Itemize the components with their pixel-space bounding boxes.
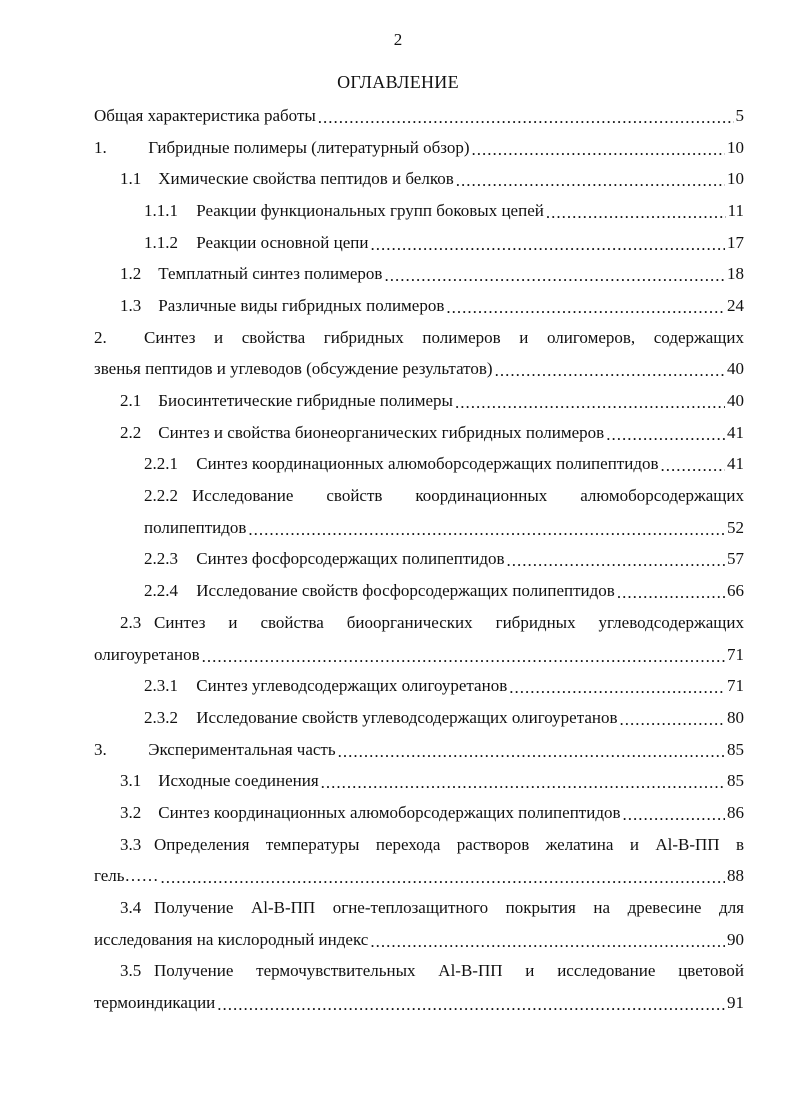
toc-entry[interactable] [94, 797, 744, 829]
toc-entry[interactable] [94, 417, 744, 449]
toc-entry-page: 86 [727, 802, 744, 822]
dot-leader [217, 995, 725, 1015]
toc-entry-line1[interactable] [94, 892, 744, 924]
dot-leader [161, 868, 725, 888]
toc-entry-page: 24 [727, 295, 744, 315]
toc-entry-page: 85 [727, 771, 744, 791]
toc-entry-page: 41 [727, 454, 744, 474]
dot-leader [456, 171, 725, 191]
dot-leader [370, 235, 725, 255]
page-number: 2 [393, 30, 403, 49]
toc-entry-page: 40 [727, 359, 744, 379]
toc-entry-line2[interactable] [94, 512, 744, 544]
toc-entry-title: Гибридные полимеры (литературный обзор) [148, 137, 470, 157]
dot-leader [384, 266, 725, 286]
toc-entry-title: Биосинтетические гибридные полимеры [158, 391, 453, 411]
toc-entry-page: 18 [727, 264, 744, 284]
toc-entry-page: 85 [727, 739, 744, 759]
toc-entry-number: 1.1.1 [144, 200, 178, 220]
toc-entry-page: 5 [735, 105, 744, 125]
toc-entry-page: 71 [727, 676, 744, 696]
dot-leader [495, 361, 725, 381]
toc-entry[interactable] [94, 544, 744, 576]
toc-entry-number: 2.2.1 [144, 454, 178, 474]
toc-entry[interactable] [94, 100, 744, 132]
toc-entry-line1[interactable] [94, 322, 744, 354]
toc-entry-line2[interactable] [94, 861, 744, 893]
dot-leader [321, 773, 725, 793]
toc-entry-number: 2.2 [120, 422, 142, 442]
toc-entry-number: 2.3 [120, 612, 142, 632]
toc-entry-title-cont: звенья пептидов и углеводов (обсуждение результатов) [94, 359, 493, 379]
toc-entry-number: 3.1 [120, 771, 142, 791]
dot-leader [318, 108, 734, 128]
toc-entry-number: 3.2 [120, 802, 142, 822]
toc-entry-title: Синтез координационных алюмоборсодержащих полипептидов [196, 454, 659, 474]
dot-leader [620, 710, 725, 730]
toc-entry-title: Реакции основной цепи [196, 232, 369, 252]
toc-entry-title: Получение Al-B-ПП огне-теплозащитного покрытия на древесине для [154, 898, 744, 918]
toc-entry[interactable] [94, 163, 744, 195]
toc-entry-number: 1.3 [120, 295, 142, 315]
toc-entry-title: Получение термочувствительных Al-B-ПП и исследование цветовой [154, 961, 744, 981]
toc-entry-number: 2.1 [120, 391, 142, 411]
dot-leader [202, 647, 725, 667]
toc-entry[interactable] [94, 290, 744, 322]
toc-entry-page: 88 [727, 866, 744, 886]
dot-leader [455, 393, 725, 413]
toc-entry-title: Синтез координационных алюмоборсодержащих полипептидов [158, 802, 621, 822]
toc-entry-page: 91 [727, 993, 744, 1013]
dot-leader [546, 203, 726, 223]
toc-entry[interactable] [94, 258, 744, 290]
toc-entry-page: 66 [727, 581, 744, 601]
toc-entry-title: Реакции функциональных групп боковых цепей [196, 200, 544, 220]
toc-entry-number: 1.2 [120, 264, 142, 284]
toc-entry[interactable] [94, 670, 744, 702]
toc-entry-page: 71 [727, 644, 744, 664]
toc-entry[interactable] [94, 765, 744, 797]
toc-entry-line2[interactable] [94, 639, 744, 671]
toc-entry-number: 3.5 [120, 961, 142, 981]
toc-entry-title: Общая характеристика работы [94, 105, 316, 125]
toc-entry[interactable] [94, 702, 744, 734]
toc-entry-line1[interactable] [94, 829, 744, 861]
toc-entry-title: Исследование свойств фосфорсодержащих полипептидов [196, 581, 615, 601]
toc-entry-title-cont: термоиндикации [94, 993, 216, 1013]
toc-entry-number: 1.1.2 [144, 232, 178, 252]
toc-entry-title: Экспериментальная часть [148, 739, 336, 759]
toc-entry-number: 1. [94, 137, 107, 157]
dot-leader [248, 520, 725, 540]
toc-entry-title-cont: исследования на кислородный индекс [94, 929, 369, 949]
toc-entry-number: 2.2.2 [144, 486, 178, 506]
toc-entry-title: Различные виды гибридных полимеров [158, 295, 445, 315]
toc-entry-title: Синтез и свойства гибридных полимеров и олигомеров, содержащих [144, 327, 744, 347]
dot-leader [472, 140, 726, 160]
toc-entry-title: Исследование свойств углеводсодержащих олигоуретанов [196, 707, 618, 727]
toc-entry[interactable] [94, 195, 744, 227]
toc-entry-page: 41 [727, 422, 744, 442]
table-of-contents [94, 100, 744, 1019]
toc-entry-page: 17 [727, 232, 744, 252]
toc-entry-number: 3.3 [120, 834, 142, 854]
toc-entry-number: 1.1 [120, 169, 142, 189]
toc-entry-number: 2. [94, 327, 107, 347]
toc-entry-title: Синтез и свойства биоорганических гибридных углеводсодержащих [154, 612, 744, 632]
toc-entry-title: Исходные соединения [158, 771, 319, 791]
toc-entry[interactable] [94, 734, 744, 766]
toc-entry-page: 10 [727, 169, 744, 189]
dot-leader [661, 456, 726, 476]
toc-entry-title: Исследование свойств координационных алюмоборсодержащих [192, 486, 744, 506]
toc-entry-line1[interactable] [94, 480, 744, 512]
toc-entry-number: 3.4 [120, 898, 142, 918]
toc-entry-title-cont: олигоуретанов [94, 644, 200, 664]
toc-entry-page: 90 [727, 929, 744, 949]
page-title: ОГЛАВЛЕНИЕ [337, 72, 459, 92]
toc-entry-number: 2.2.4 [144, 581, 178, 601]
toc-entry-number: 2.3.2 [144, 707, 178, 727]
toc-entry-line2[interactable] [94, 924, 744, 956]
dot-leader [370, 932, 725, 952]
dot-leader [509, 678, 725, 698]
toc-entry-page: 10 [727, 137, 744, 157]
toc-entry-line1[interactable] [94, 607, 744, 639]
dot-leader [446, 298, 725, 318]
toc-entry-page: 11 [727, 200, 744, 220]
toc-entry-page: 57 [727, 549, 744, 569]
toc-entry-title: Синтез углеводсодержащих олигоуретанов [196, 676, 508, 696]
toc-entry[interactable] [94, 575, 744, 607]
toc-entry-line2[interactable] [94, 987, 744, 1019]
toc-entry-number: 3. [94, 739, 107, 759]
toc-entry-line1[interactable] [94, 956, 744, 988]
toc-entry[interactable] [94, 385, 744, 417]
toc-entry-title-cont: полипептидов [144, 517, 247, 537]
toc-entry-line2[interactable] [94, 354, 744, 386]
dot-leader [623, 805, 726, 825]
toc-entry-title-cont: гель…… [94, 866, 159, 886]
dot-leader [507, 551, 725, 571]
toc-entry[interactable] [94, 227, 744, 259]
toc-entry-page: 52 [727, 517, 744, 537]
toc-entry-number: 2.3.1 [144, 676, 178, 696]
toc-entry-title: Определения температуры перехода растворов желатина и Al-B-ПП в [154, 834, 744, 854]
toc-entry-title: Темплатный синтез полимеров [158, 264, 383, 284]
toc-entry-title: Химические свойства пептидов и белков [158, 169, 454, 189]
toc-entry[interactable] [94, 449, 744, 481]
dot-leader [606, 425, 725, 445]
toc-entry[interactable] [94, 132, 744, 164]
toc-entry-title: Синтез фосфорсодержащих полипептидов [196, 549, 505, 569]
dot-leader [617, 583, 725, 603]
dot-leader [338, 742, 725, 762]
toc-entry-page: 40 [727, 391, 744, 411]
toc-entry-title: Синтез и свойства бионеорганических гибридных полимеров [158, 422, 605, 442]
toc-entry-number: 2.2.3 [144, 549, 178, 569]
toc-entry-page: 80 [727, 707, 744, 727]
